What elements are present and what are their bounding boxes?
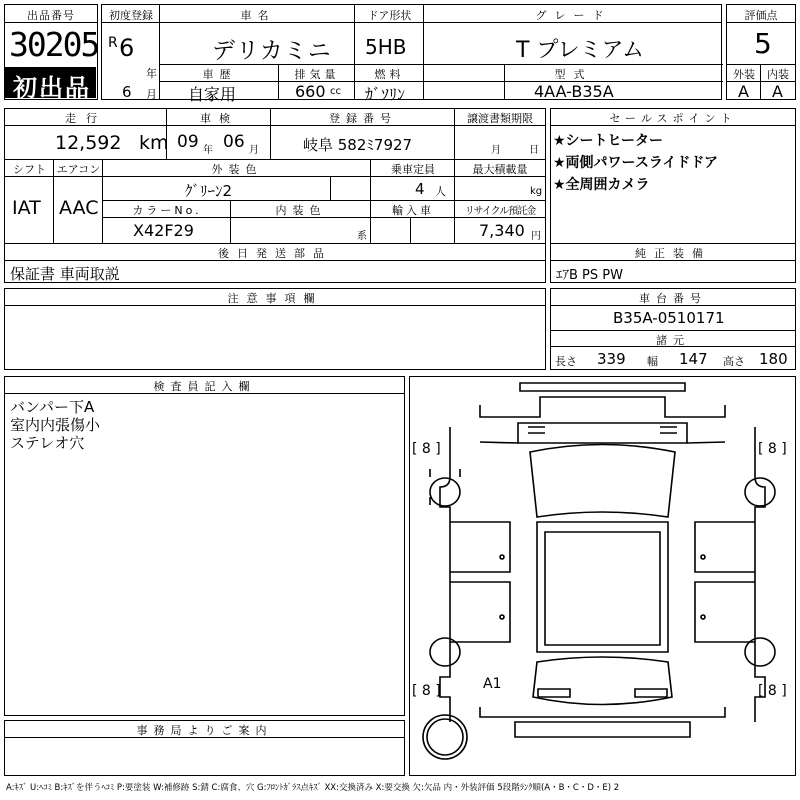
lot-number: 30205 bbox=[9, 25, 99, 64]
era: R bbox=[108, 35, 118, 51]
car-diagram bbox=[410, 377, 795, 775]
history: 自家用 bbox=[188, 85, 237, 104]
load-unit: kg bbox=[530, 186, 543, 197]
ac-label: エアコン bbox=[56, 163, 101, 176]
rating-box bbox=[726, 4, 796, 100]
year-value: 6 bbox=[119, 34, 135, 62]
tire-front-left: [ 8 ] bbox=[412, 441, 441, 457]
tire-rear-right: [ 8 ] bbox=[758, 683, 787, 699]
month-value: 6 bbox=[122, 83, 132, 101]
rating: 5 bbox=[754, 27, 772, 60]
inspection-month: 06 bbox=[223, 132, 245, 152]
chassis-label: 車台番号 bbox=[639, 292, 707, 305]
capacity: 4 bbox=[415, 180, 425, 198]
load-label: 最大積載量 bbox=[472, 163, 528, 176]
history-label: 車歴 bbox=[202, 68, 237, 81]
selling-point-2: ★両側パワースライドドア bbox=[553, 155, 719, 171]
exterior-label: 外装 bbox=[733, 68, 755, 81]
legend: A:ｷｽﾞ U:ﾍｺﾐ B:ｷｽﾞを伴うﾍｺﾐ P:要塗装 W:補修跡 S:錆 C:腐食、穴 G:ﾌﾛﾝﾄｶﾞﾗｽ点ｷｽﾞ XX:交換済み X:要交換 欠:欠品 内・外装評価 5段階ﾗﾝｸ順(A・B・C・D・E) 2 bbox=[6, 783, 620, 793]
equipment: ｴｱB PS PW bbox=[556, 268, 623, 283]
lot-number-label: 出品番号 bbox=[27, 9, 75, 22]
capacity-unit: 人 bbox=[435, 185, 446, 198]
selling-point-3: ★全周囲カメラ bbox=[553, 177, 650, 193]
grade: T プレミアム bbox=[516, 38, 645, 63]
car-name-label: 車名 bbox=[240, 9, 275, 22]
width: 147 bbox=[679, 350, 708, 368]
first-listing-label: 初出品 bbox=[13, 74, 91, 102]
model-label: 型式 bbox=[554, 68, 593, 81]
width-label: 幅 bbox=[647, 355, 658, 368]
length: 339 bbox=[597, 350, 626, 368]
fuel-label: 燃料 bbox=[374, 68, 405, 81]
transfer-label: 譲渡書類期限 bbox=[467, 112, 533, 125]
inspection-month-unit: 月 bbox=[249, 145, 259, 156]
interior-label: 内装 bbox=[767, 68, 789, 81]
lot-number-box bbox=[4, 4, 98, 100]
plate: 岐阜 582ﾐ7927 bbox=[303, 136, 413, 154]
recycle-label: リサイクル預託金 bbox=[464, 206, 536, 217]
inspector-box bbox=[4, 376, 405, 716]
displacement-label: 排気量 bbox=[294, 68, 340, 81]
selling-point-1: ★シートヒーター bbox=[553, 133, 663, 149]
selling-points-box bbox=[550, 108, 796, 283]
year-unit: 年 bbox=[146, 67, 157, 80]
plate-label: 登録番号 bbox=[329, 112, 397, 125]
ext-color-label: 外装色 bbox=[211, 163, 263, 176]
color-no-label: カラーNo. bbox=[132, 204, 202, 217]
rating-label: 評価点 bbox=[744, 9, 778, 22]
capacity-label: 乗車定員 bbox=[391, 163, 435, 176]
shift-label: シフト bbox=[13, 163, 46, 176]
details-box bbox=[4, 108, 546, 283]
ext-color: ｸﾞﾘｰﾝ2 bbox=[185, 182, 233, 200]
recycle: 7,340 bbox=[479, 221, 525, 240]
inspection-year-unit: 年 bbox=[203, 145, 213, 156]
inspector-line-1: バンパー下A bbox=[10, 398, 95, 416]
exterior-grade: A bbox=[738, 82, 749, 101]
model: 4AA-B35A bbox=[534, 82, 614, 101]
height-label: 高さ bbox=[723, 355, 745, 368]
mileage: 12,592 bbox=[55, 132, 122, 154]
inspector-line-2: 室内内張傷小 bbox=[10, 416, 101, 434]
door-type: 5HB bbox=[365, 35, 407, 59]
inspection-year: 09 bbox=[177, 132, 199, 152]
inspection-label: 車検 bbox=[200, 112, 238, 125]
int-color-unit: 系 bbox=[357, 231, 367, 242]
mileage-unit: km bbox=[139, 132, 169, 154]
car-diagram-box bbox=[409, 376, 796, 776]
selling-points-label: セールスポイント bbox=[609, 112, 737, 125]
tire-front-right: [ 8 ] bbox=[758, 441, 787, 457]
equipment-label: 純正装備 bbox=[635, 247, 711, 260]
grade-label: グレード bbox=[535, 9, 612, 22]
int-color-label: 内装色 bbox=[275, 204, 327, 217]
displacement: 660 bbox=[295, 82, 326, 101]
ac: AAC bbox=[59, 197, 99, 219]
door-label: ドア形状 bbox=[367, 9, 412, 22]
transfer-month-unit: 月 bbox=[491, 145, 501, 156]
length-label: 長さ bbox=[555, 355, 577, 368]
vehicle-header-box bbox=[101, 4, 722, 104]
mileage-label: 走行 bbox=[65, 112, 107, 125]
car-name: デリカミニ bbox=[212, 38, 332, 64]
inspector-label: 検査員記入欄 bbox=[153, 380, 256, 393]
notes-box bbox=[4, 288, 546, 370]
chassis-number: B35A-0510171 bbox=[613, 309, 725, 327]
month-unit: 月 bbox=[146, 88, 157, 101]
chassis-box bbox=[550, 288, 796, 370]
later-parts: 保証書 車両取説 bbox=[10, 265, 120, 283]
later-parts-label: 後日発送部品 bbox=[218, 247, 332, 260]
recycle-unit: 円 bbox=[531, 231, 541, 242]
color-no: X42F29 bbox=[133, 221, 194, 240]
tire-rear-left: [ 8 ] bbox=[412, 683, 441, 699]
height: 180 bbox=[759, 350, 788, 368]
interior-grade: A bbox=[772, 82, 783, 101]
shift: IAT bbox=[12, 197, 41, 219]
specs-label: 諸元 bbox=[656, 334, 690, 347]
inspector-line-3: ステレオ穴 bbox=[10, 434, 85, 452]
import-label: 輸入車 bbox=[392, 204, 434, 217]
displacement-unit: cc bbox=[330, 86, 341, 97]
fuel: ｶﾞｿﾘﾝ bbox=[365, 85, 406, 104]
office-box bbox=[4, 720, 405, 776]
notes-label: 注意事項欄 bbox=[227, 292, 323, 305]
transfer-day-unit: 日 bbox=[529, 145, 539, 156]
office-label: 事務局よりご案内 bbox=[136, 724, 273, 737]
damage-code: A1 bbox=[483, 676, 502, 692]
first-reg-label: 初度登録 bbox=[109, 9, 153, 22]
